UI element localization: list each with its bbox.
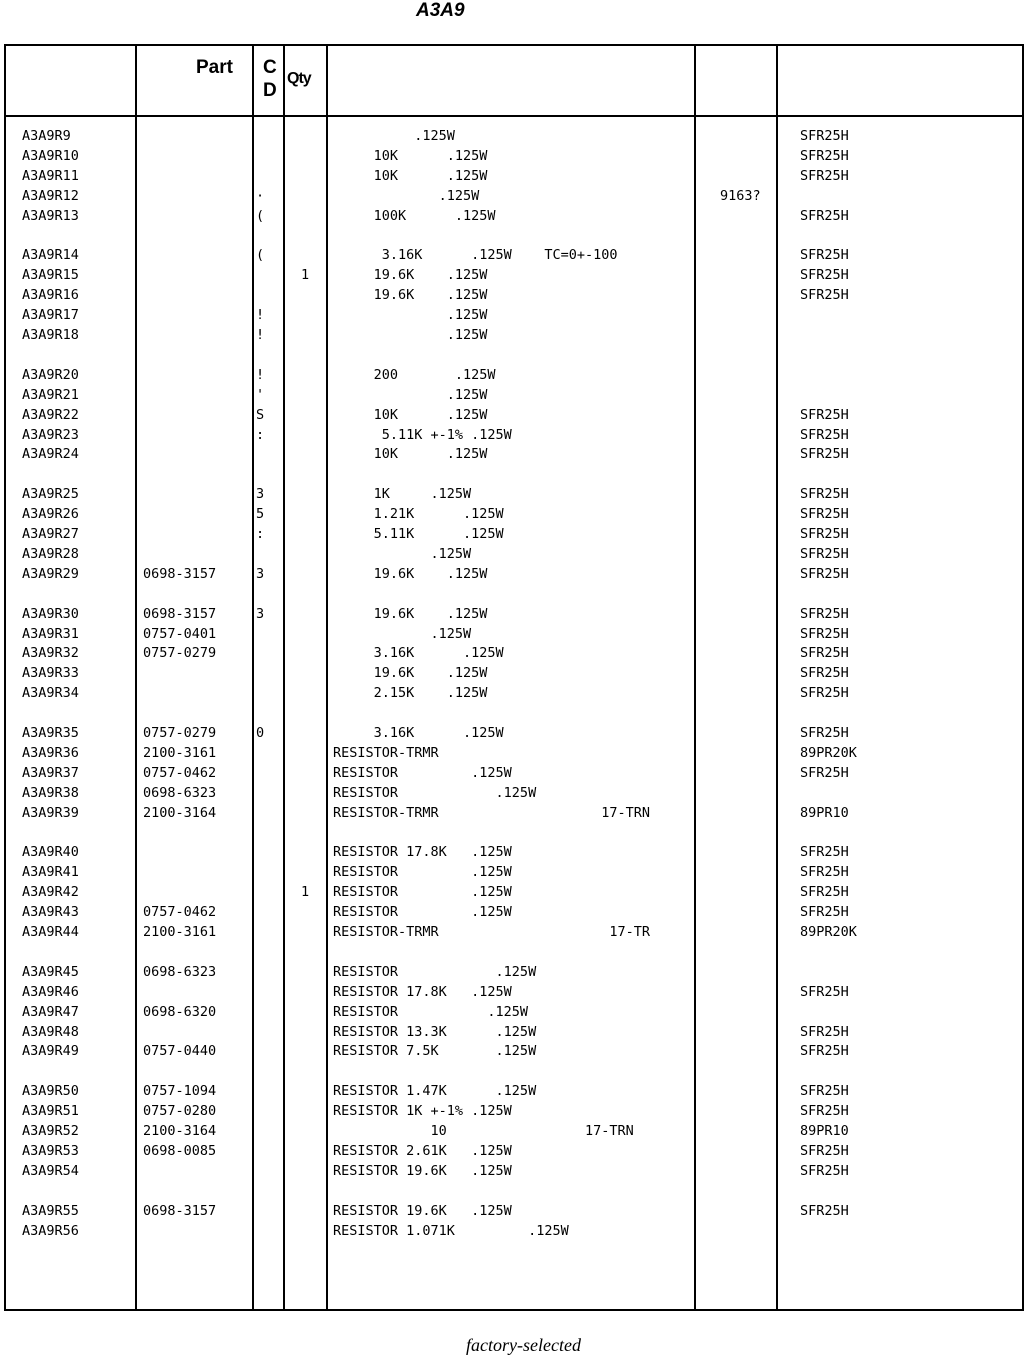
quantity: 1: [301, 267, 310, 284]
quantity: 1: [301, 884, 310, 901]
reference-designator: A3A9R56: [22, 1222, 79, 1239]
check-digit: !: [256, 366, 265, 383]
reference-designator: A3A9R9: [22, 128, 71, 144]
mfr-part-number: SFR25H: [800, 287, 849, 304]
part-number: 0698-3157: [143, 605, 217, 622]
description: 10K .125W: [333, 167, 488, 184]
part-number: 2100-3161: [143, 744, 217, 761]
description: .125W: [333, 545, 472, 562]
mfr-part-number: SFR25H: [800, 625, 849, 642]
reference-designator: A3A9R10: [22, 147, 79, 164]
part-number: 0698-3157: [143, 1202, 217, 1219]
mfr-part-number: SFR25H: [800, 446, 849, 463]
description: .125W: [333, 625, 472, 642]
part-number: 0757-0280: [143, 1103, 217, 1120]
mfr-part-number: SFR25H: [800, 147, 849, 164]
mfr-part-number: SFR25H: [800, 665, 849, 682]
description: RESISTOR 1K +-1% .125W: [333, 1103, 512, 1120]
reference-designator: A3A9R25: [22, 486, 79, 503]
reference-designator: A3A9R41: [22, 864, 79, 881]
check-digit: (: [256, 207, 265, 224]
description: 10 17-TRN: [333, 1123, 634, 1139]
check-digit: ·: [256, 187, 265, 204]
description: 100K .125W: [333, 207, 496, 224]
reference-designator: A3A9R52: [22, 1123, 79, 1139]
reference-designator: A3A9R54: [22, 1162, 79, 1179]
description: RESISTOR-TRMR 17-TRN: [333, 804, 650, 821]
mfr-part-number: SFR25H: [800, 864, 849, 881]
column-divider: [135, 44, 137, 1311]
part-number: 0757-1094: [143, 1083, 217, 1100]
check-digit: ': [256, 386, 265, 403]
mfr-part-number: SFR25H: [800, 1162, 849, 1179]
table-top-border: [4, 44, 1024, 46]
description: 5.11K .125W: [333, 526, 504, 542]
part-number: 0757-0279: [143, 645, 217, 662]
description: 19.6K .125W: [333, 267, 488, 284]
mfr-part-number: SFR25H: [800, 207, 849, 224]
description: 1.21K .125W: [333, 506, 504, 523]
check-digit: :: [256, 526, 265, 542]
reference-designator: A3A9R29: [22, 565, 79, 582]
column-divider: [776, 44, 778, 1311]
mfr-part-number: SFR25H: [800, 167, 849, 184]
reference-designator: A3A9R37: [22, 764, 79, 781]
check-digit: 3: [256, 605, 265, 622]
reference-designator: A3A9R26: [22, 506, 79, 523]
column-divider: [1022, 44, 1024, 1311]
check-digit: !: [256, 307, 265, 324]
reference-designator: A3A9R11: [22, 167, 79, 184]
reference-designator: A3A9R23: [22, 426, 79, 443]
header-cd-top: C: [263, 57, 277, 78]
reference-designator: A3A9R32: [22, 645, 79, 662]
footnote: factory-selected: [466, 1335, 581, 1355]
description: RESISTOR-TRMR: [333, 744, 439, 761]
reference-designator: A3A9R30: [22, 605, 79, 622]
mfr-part-number: 89PR10: [800, 804, 849, 821]
description: 19.6K .125W: [333, 565, 488, 582]
description: 1K .125W: [333, 486, 472, 503]
description: 5.11K +-1% .125W: [333, 426, 512, 443]
description: RESISTOR 2.61K .125W: [333, 1142, 512, 1159]
description: .125W: [333, 307, 488, 324]
description: 2.15K .125W: [333, 685, 488, 702]
mfr-part-number: SFR25H: [800, 725, 849, 741]
reference-designator: A3A9R40: [22, 844, 79, 861]
mfr-part-number: 89PR20K: [800, 744, 857, 761]
mfr-part-number: SFR25H: [800, 486, 849, 503]
description: 3.16K .125W: [333, 645, 504, 662]
table-bottom-border: [4, 1309, 1024, 1311]
reference-designator: A3A9R17: [22, 307, 79, 324]
description: 19.6K .125W: [333, 665, 488, 682]
part-number: 2100-3164: [143, 1123, 217, 1139]
page-title: A3A9: [416, 0, 465, 21]
check-digit: 0: [256, 725, 265, 741]
column-divider: [694, 44, 696, 1311]
header-cd-bottom: D: [263, 80, 277, 101]
description: .125W: [333, 386, 488, 403]
mfr-part-number: SFR25H: [800, 1023, 849, 1040]
reference-designator: A3A9R14: [22, 247, 79, 264]
mfr-part-number: SFR25H: [800, 128, 849, 144]
mfr-part-number: 89PR20K: [800, 924, 857, 940]
reference-designator: A3A9R12: [22, 187, 79, 204]
reference-designator: A3A9R21: [22, 386, 79, 403]
description: RESISTOR .125W: [333, 764, 512, 781]
mfr-part-number: SFR25H: [800, 685, 849, 702]
part-number: 0698-6323: [143, 963, 217, 980]
reference-designator: A3A9R16: [22, 287, 79, 304]
mfr-part-number: SFR25H: [800, 426, 849, 443]
reference-designator: A3A9R51: [22, 1103, 79, 1120]
description: 10K .125W: [333, 147, 488, 164]
mfr-part-number: SFR25H: [800, 605, 849, 622]
check-digit: S: [256, 406, 265, 423]
description: RESISTOR .125W: [333, 784, 537, 801]
description: RESISTOR 1.071K .125W: [333, 1222, 569, 1239]
mfr-part-number: SFR25H: [800, 1103, 849, 1120]
part-number: 0757-0440: [143, 1043, 217, 1060]
description: RESISTOR 17.8K .125W: [333, 983, 512, 1000]
part-number: 0757-0462: [143, 904, 217, 921]
mfr-part-number: SFR25H: [800, 983, 849, 1000]
mfr-part-number: SFR25H: [800, 1083, 849, 1100]
description: RESISTOR .125W: [333, 1003, 529, 1020]
description: 19.6K .125W: [333, 605, 488, 622]
description: RESISTOR .125W: [333, 864, 512, 881]
reference-designator: A3A9R22: [22, 406, 79, 423]
description: .125W: [333, 128, 455, 144]
check-digit: !: [256, 327, 265, 343]
part-number: 0698-6320: [143, 1003, 217, 1020]
reference-designator: A3A9R28: [22, 545, 79, 562]
reference-designator: A3A9R15: [22, 267, 79, 284]
description: 19.6K .125W: [333, 287, 488, 304]
mfr-part-number: SFR25H: [800, 526, 849, 542]
description: 10K .125W: [333, 446, 488, 463]
mfr-part-number: SFR25H: [800, 1043, 849, 1060]
reference-designator: A3A9R42: [22, 884, 79, 901]
header-divider: [4, 115, 1024, 117]
reference-designator: A3A9R31: [22, 625, 79, 642]
mfr-part-number: SFR25H: [800, 844, 849, 861]
reference-designator: A3A9R36: [22, 744, 79, 761]
reference-designator: A3A9R35: [22, 725, 79, 741]
description: .125W: [333, 327, 488, 343]
header-part: Part: [196, 57, 233, 78]
mfr-part-number: SFR25H: [800, 1142, 849, 1159]
check-digit: :: [256, 426, 265, 443]
reference-designator: A3A9R34: [22, 685, 79, 702]
description: RESISTOR 13.3K .125W: [333, 1023, 537, 1040]
mfr-part-number: SFR25H: [800, 1202, 849, 1219]
description: RESISTOR 1.47K .125W: [333, 1083, 537, 1100]
description: .125W: [333, 187, 480, 204]
description: RESISTOR 19.6K .125W: [333, 1162, 512, 1179]
reference-designator: A3A9R20: [22, 366, 79, 383]
part-number: 0698-6323: [143, 784, 217, 801]
description: RESISTOR .125W: [333, 884, 512, 901]
mfr-part-number: 89PR10: [800, 1123, 849, 1139]
mfr-part-number: SFR25H: [800, 904, 849, 921]
column-divider: [326, 44, 328, 1311]
description: 3.16K .125W TC=0+-100: [333, 247, 618, 264]
mfr-code: 9163?: [720, 187, 761, 204]
reference-designator: A3A9R53: [22, 1142, 79, 1159]
column-divider: [252, 44, 254, 1311]
reference-designator: A3A9R46: [22, 983, 79, 1000]
column-divider: [4, 44, 6, 1311]
description: 200 .125W: [333, 366, 496, 383]
mfr-part-number: SFR25H: [800, 884, 849, 901]
check-digit: (: [256, 247, 265, 264]
part-number: 2100-3164: [143, 804, 217, 821]
mfr-part-number: SFR25H: [800, 545, 849, 562]
description: 3.16K .125W: [333, 725, 504, 741]
reference-designator: A3A9R47: [22, 1003, 79, 1020]
reference-designator: A3A9R39: [22, 804, 79, 821]
reference-designator: A3A9R27: [22, 526, 79, 542]
description: RESISTOR .125W: [333, 963, 537, 980]
description: RESISTOR-TRMR 17-TR: [333, 924, 650, 940]
reference-designator: A3A9R50: [22, 1083, 79, 1100]
reference-designator: A3A9R13: [22, 207, 79, 224]
reference-designator: A3A9R24: [22, 446, 79, 463]
reference-designator: A3A9R55: [22, 1202, 79, 1219]
mfr-part-number: SFR25H: [800, 764, 849, 781]
part-number: 0757-0401: [143, 625, 217, 642]
reference-designator: A3A9R33: [22, 665, 79, 682]
reference-designator: A3A9R45: [22, 963, 79, 980]
mfr-part-number: SFR25H: [800, 645, 849, 662]
reference-designator: A3A9R18: [22, 327, 79, 343]
description: RESISTOR 17.8K .125W: [333, 844, 512, 861]
description: 10K .125W: [333, 406, 488, 423]
part-number: 0698-0085: [143, 1142, 217, 1159]
part-number: 0698-3157: [143, 565, 217, 582]
check-digit: 3: [256, 565, 265, 582]
mfr-part-number: SFR25H: [800, 406, 849, 423]
column-divider: [283, 44, 285, 1311]
reference-designator: A3A9R49: [22, 1043, 79, 1060]
description: RESISTOR 7.5K .125W: [333, 1043, 537, 1060]
description: RESISTOR 19.6K .125W: [333, 1202, 512, 1219]
reference-designator: A3A9R43: [22, 904, 79, 921]
reference-designator: A3A9R48: [22, 1023, 79, 1040]
reference-designator: A3A9R44: [22, 924, 79, 940]
part-number: 2100-3161: [143, 924, 217, 940]
part-number: 0757-0279: [143, 725, 217, 741]
check-digit: 3: [256, 486, 265, 503]
header-qty: Qty: [287, 70, 311, 87]
check-digit: 5: [256, 506, 265, 523]
mfr-part-number: SFR25H: [800, 267, 849, 284]
mfr-part-number: SFR25H: [800, 565, 849, 582]
reference-designator: A3A9R38: [22, 784, 79, 801]
mfr-part-number: SFR25H: [800, 247, 849, 264]
part-number: 0757-0462: [143, 764, 217, 781]
description: RESISTOR .125W: [333, 904, 512, 921]
mfr-part-number: SFR25H: [800, 506, 849, 523]
